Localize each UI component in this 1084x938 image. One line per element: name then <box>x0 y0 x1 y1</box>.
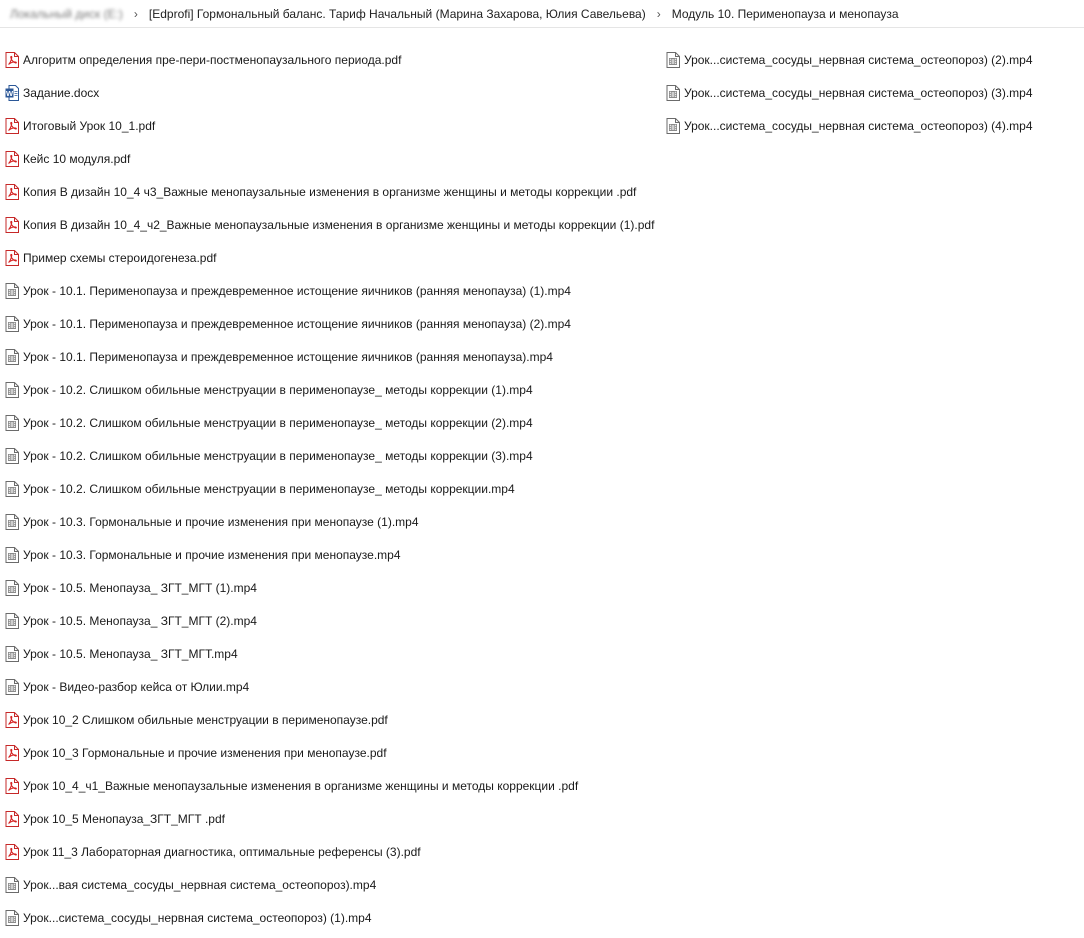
breadcrumb <box>0 0 1084 28</box>
file-item[interactable] <box>5 544 401 566</box>
file-item[interactable] <box>5 676 249 698</box>
video-file-icon <box>5 481 19 497</box>
pdf-icon <box>5 217 19 233</box>
file-name: Урок 10_3 Гормональные и прочие изменения при менопаузе.pdf <box>23 746 387 760</box>
file-item[interactable] <box>666 49 1033 71</box>
video-file-icon <box>5 283 19 299</box>
chevron-right-icon[interactable]: › <box>656 6 661 21</box>
pdf-icon <box>5 745 19 761</box>
file-item[interactable] <box>5 412 533 434</box>
video-file-icon <box>5 415 19 431</box>
file-name: Урок 11_3 Лабораторная диагностика, оптимальные референсы (3).pdf <box>23 845 421 859</box>
pdf-icon <box>5 250 19 266</box>
file-item[interactable] <box>5 280 571 302</box>
file-item[interactable] <box>5 577 257 599</box>
file-name: Урок - 10.1. Перименопауза и преждевременное истощение яичников (ранняя менопауза).mp4 <box>23 350 553 364</box>
file-name: Кейс 10 модуля.pdf <box>23 152 131 166</box>
pdf-icon <box>5 184 19 200</box>
pdf-icon <box>5 844 19 860</box>
file-name: Задание.docx <box>23 86 100 100</box>
file-name: Алгоритм определения пре-пери-постменопаузального периода.pdf <box>23 53 402 67</box>
video-file-icon <box>5 514 19 530</box>
file-name: Урок - 10.1. Перименопауза и преждевременное истощение яичников (ранняя менопауза) (2).mp4 <box>23 317 571 331</box>
file-name: Урок - 10.2. Слишком обильные менструации в перименопаузе_ методы коррекции (2).mp4 <box>23 416 533 430</box>
file-name: Урок...система_сосуды_нервная система_остеопороз) (2).mp4 <box>684 53 1033 67</box>
pdf-icon <box>5 712 19 728</box>
file-name: Урок - 10.5. Менопауза_ ЗГТ_МГТ (2).mp4 <box>23 614 257 628</box>
video-file-icon <box>666 85 680 101</box>
file-name: Урок...вая система_сосуды_нервная система_остеопороз).mp4 <box>23 878 377 892</box>
file-item[interactable] <box>5 874 376 896</box>
file-name: Урок - 10.5. Менопауза_ ЗГТ_МГТ.mp4 <box>23 647 238 661</box>
file-name: Урок 10_2 Слишком обильные менструации в перименопаузе.pdf <box>23 713 388 727</box>
file-item[interactable] <box>5 247 216 269</box>
file-item[interactable] <box>5 907 372 929</box>
file-item[interactable] <box>5 82 99 104</box>
breadcrumb-drive[interactable]: Локальный диск (E:) <box>10 6 123 21</box>
file-item[interactable] <box>5 49 401 71</box>
file-name: Урок...система_сосуды_нервная система_остеопороз) (4).mp4 <box>684 119 1033 133</box>
video-file-icon <box>5 877 19 893</box>
file-item[interactable] <box>5 346 553 368</box>
video-file-icon <box>666 52 680 68</box>
file-item[interactable] <box>5 775 578 797</box>
video-file-icon <box>5 646 19 662</box>
pdf-icon <box>5 151 19 167</box>
file-item[interactable] <box>5 511 419 533</box>
file-item[interactable] <box>5 115 155 137</box>
file-item[interactable] <box>5 709 388 731</box>
file-name: Копия В дизайн 10_4_ч2_Важные менопаузальные изменения в организме женщины и методы коррекции (1).pdf <box>23 218 655 232</box>
file-name: Урок - 10.2. Слишком обильные менструации в перименопаузе_ методы коррекции (1).mp4 <box>23 383 533 397</box>
pdf-icon <box>5 52 19 68</box>
word-icon <box>5 85 19 101</box>
file-item[interactable] <box>5 445 533 467</box>
file-item[interactable] <box>666 115 1033 137</box>
file-name: Урок - 10.3. Гормональные и прочие изменения при менопаузе (1).mp4 <box>23 515 419 529</box>
file-name: Урок - 10.2. Слишком обильные менструации в перименопаузе_ методы коррекции (3).mp4 <box>23 449 533 463</box>
file-item[interactable] <box>5 742 387 764</box>
pdf-icon <box>5 811 19 827</box>
file-name: Урок - 10.3. Гормональные и прочие изменения при менопаузе.mp4 <box>23 548 401 562</box>
file-name: Урок...система_сосуды_нервная система_остеопороз) (1).mp4 <box>23 911 372 925</box>
video-file-icon <box>5 613 19 629</box>
video-file-icon <box>5 547 19 563</box>
file-item[interactable] <box>5 313 571 335</box>
file-name: Урок - 10.2. Слишком обильные менструации в перименопаузе_ методы коррекции.mp4 <box>23 482 515 496</box>
file-name: Урок 10_5 Менопауза_ЗГТ_МГТ .pdf <box>23 812 225 826</box>
file-name: Урок - 10.5. Менопауза_ ЗГТ_МГТ (1).mp4 <box>23 581 257 595</box>
file-item[interactable] <box>5 214 654 236</box>
video-file-icon <box>5 349 19 365</box>
file-item[interactable] <box>5 148 130 170</box>
video-file-icon <box>5 316 19 332</box>
file-name: Урок - 10.1. Перименопауза и преждевременное истощение яичников (ранняя менопауза) (1).mp4 <box>23 284 571 298</box>
file-item[interactable] <box>5 808 225 830</box>
file-item[interactable] <box>5 610 257 632</box>
file-item[interactable] <box>666 82 1033 104</box>
file-name: Урок...система_сосуды_нервная система_остеопороз) (3).mp4 <box>684 86 1033 100</box>
file-item[interactable] <box>5 379 533 401</box>
file-item[interactable] <box>5 181 636 203</box>
file-name: Пример схемы стероидогенеза.pdf <box>23 251 217 265</box>
file-item[interactable] <box>5 643 238 665</box>
file-name: Копия В дизайн 10_4 ч3_Важные менопаузальные изменения в организме женщины и методы коррекции .pdf <box>23 185 637 199</box>
video-file-icon <box>5 679 19 695</box>
breadcrumb-current[interactable]: Модуль 10. Перименопауза и менопауза <box>671 6 899 21</box>
file-item[interactable] <box>5 841 421 863</box>
file-item[interactable] <box>5 478 515 500</box>
video-file-icon <box>5 580 19 596</box>
file-name: Итоговый Урок 10_1.pdf <box>23 119 156 133</box>
file-list <box>0 44 1084 938</box>
svg-text:W: W <box>5 88 14 98</box>
pdf-icon <box>5 778 19 794</box>
file-name: Урок 10_4_ч1_Важные менопаузальные изменения в организме женщины и методы коррекции .pdf <box>23 779 579 793</box>
video-file-icon <box>666 118 680 134</box>
file-name: Урок - Видео-разбор кейса от Юлии.mp4 <box>23 680 250 694</box>
video-file-icon <box>5 382 19 398</box>
pdf-icon <box>5 118 19 134</box>
video-file-icon <box>5 910 19 926</box>
video-file-icon <box>5 448 19 464</box>
chevron-right-icon[interactable]: › <box>133 6 138 21</box>
breadcrumb-folder[interactable]: [Edprofi] Гормональный баланс. Тариф Начальный (Марина Захарова, Юлия Савельева) <box>148 6 646 21</box>
